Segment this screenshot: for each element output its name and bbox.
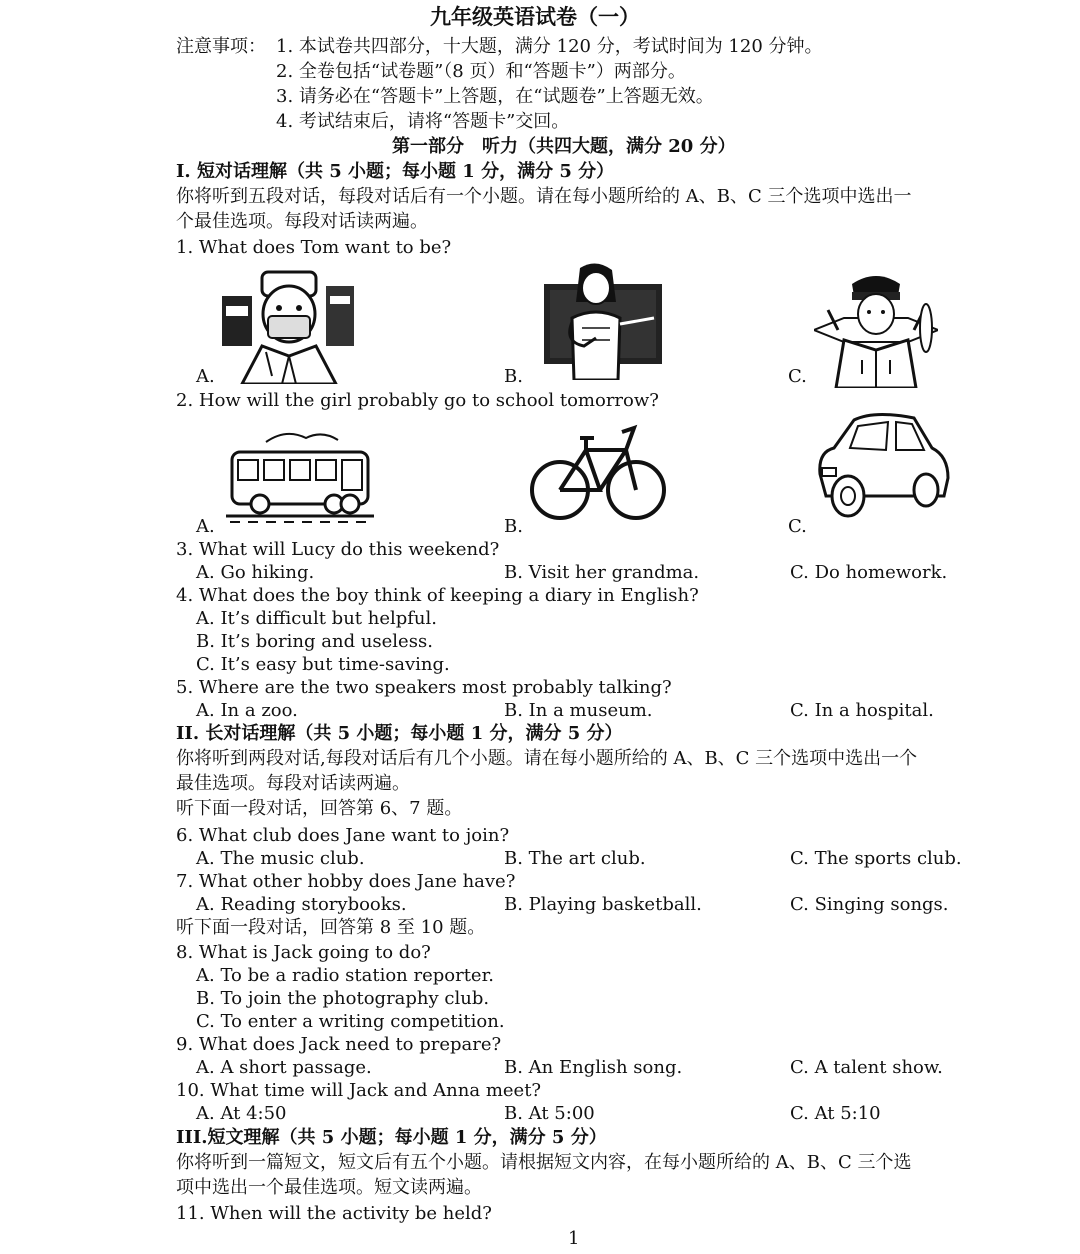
option-b: B. bbox=[504, 366, 523, 387]
option-c: C. Singing songs. bbox=[790, 894, 949, 915]
option-a: A. bbox=[196, 516, 215, 537]
option-a: A. Reading storybooks. bbox=[196, 894, 407, 915]
section-heading: III.短文理解（共 5 小题；每小题 1 分，满分 5 分） bbox=[176, 1127, 607, 1148]
option-b: B. An English song. bbox=[504, 1057, 683, 1078]
question-6: 6. What club does Jane want to join? bbox=[176, 825, 510, 846]
option-a: A. At 4:50 bbox=[196, 1103, 287, 1124]
option-a: A. bbox=[196, 366, 215, 387]
option-b: B. Playing basketball. bbox=[504, 894, 702, 915]
question-7: 7. What other hobby does Jane have? bbox=[176, 871, 516, 892]
option-b: B. To join the photography club. bbox=[196, 988, 490, 1009]
part-heading: 第一部分 听力（共四大题，满分 20 分） bbox=[392, 136, 736, 157]
sub-instruction: 听下面一段对话，回答第 6、7 题。 bbox=[176, 798, 463, 819]
option-c: C. In a hospital. bbox=[790, 700, 934, 721]
option-a: A. In a zoo. bbox=[196, 700, 298, 721]
section-instructions: 你将听到一篇短文，短文后有五个小题。请根据短文内容，在每小题所给的 A、B、C 三个选 bbox=[176, 1152, 912, 1173]
question-3: 3. What will Lucy do this weekend? bbox=[176, 539, 500, 560]
teacher-icon bbox=[544, 262, 662, 380]
section-instructions: 你将听到两段对话,每段对话后有几个小题。请在每小题所给的 A、B、C 三个选项中选出一个 bbox=[176, 748, 918, 769]
section-heading: I. 短对话理解（共 5 小题；每小题 1 分，满分 5 分） bbox=[176, 161, 615, 182]
bus-icon bbox=[226, 428, 374, 528]
option-c: C. Do homework. bbox=[790, 562, 948, 583]
sub-instruction: 听下面一段对话，回答第 8 至 10 题。 bbox=[176, 917, 486, 938]
question-10: 10. What time will Jack and Anna meet? bbox=[176, 1080, 542, 1101]
option-c: C. bbox=[788, 366, 807, 387]
note-item: 1. 本试卷共四部分，十大题，满分 120 分，考试时间为 120 分钟。 bbox=[276, 36, 823, 57]
page-number: 1 bbox=[568, 1228, 580, 1249]
question-11: 11. When will the activity be held? bbox=[176, 1203, 492, 1224]
bicycle-icon bbox=[530, 424, 666, 524]
option-c: C. A talent show. bbox=[790, 1057, 943, 1078]
note-item: 2. 全卷包括“试卷题”（8 页）和“答题卡”）两部分。 bbox=[276, 61, 686, 82]
question-2: 2. How will the girl probably go to school tomorrow? bbox=[176, 390, 659, 411]
option-a: A. It’s difficult but helpful. bbox=[196, 608, 438, 629]
section-instructions: 最佳选项。每段对话读两遍。 bbox=[176, 773, 410, 794]
option-b: B. In a museum. bbox=[504, 700, 653, 721]
question-8: 8. What is Jack going to do? bbox=[176, 942, 431, 963]
exam-title: 九年级英语试卷（一） bbox=[430, 4, 640, 29]
option-b: B. Visit her grandma. bbox=[504, 562, 700, 583]
option-b: B. At 5:00 bbox=[504, 1103, 595, 1124]
question-9: 9. What does Jack need to prepare? bbox=[176, 1034, 502, 1055]
note-item: 3. 请务必在“答题卡”上答题，在“试题卷”上答题无效。 bbox=[276, 86, 714, 107]
option-c: C. At 5:10 bbox=[790, 1103, 881, 1124]
option-c: C. bbox=[788, 516, 807, 537]
option-a: A. To be a radio station reporter. bbox=[196, 965, 494, 986]
doctor-icon bbox=[222, 266, 354, 384]
question-5: 5. Where are the two speakers most probably talking? bbox=[176, 677, 672, 698]
question-4: 4. What does the boy think of keeping a diary in English? bbox=[176, 585, 699, 606]
option-a: A. A short passage. bbox=[196, 1057, 372, 1078]
car-icon bbox=[814, 412, 954, 530]
section-instructions: 项中选出一个最佳选项。短文读两遍。 bbox=[176, 1177, 482, 1198]
option-c: C. It’s easy but time-saving. bbox=[196, 654, 450, 675]
section-instructions: 你将听到五段对话，每段对话后有一个小题。请在每小题所给的 A、B、C 三个选项中选出一 bbox=[176, 186, 912, 207]
option-b: B. The art club. bbox=[504, 848, 646, 869]
note-item: 4. 考试结束后，请将“答题卡”交回。 bbox=[276, 111, 570, 132]
option-a: A. Go hiking. bbox=[196, 562, 315, 583]
option-a: A. The music club. bbox=[196, 848, 365, 869]
option-c: C. The sports club. bbox=[790, 848, 962, 869]
question-1: 1. What does Tom want to be? bbox=[176, 237, 452, 258]
option-b: B. It’s boring and useless. bbox=[196, 631, 433, 652]
notes-label: 注意事项： bbox=[176, 36, 266, 57]
option-b: B. bbox=[504, 516, 523, 537]
pilot-icon bbox=[814, 270, 938, 388]
section-heading: II. 长对话理解（共 5 小题；每小题 1 分，满分 5 分） bbox=[176, 723, 623, 744]
section-instructions: 个最佳选项。每段对话读两遍。 bbox=[176, 211, 428, 232]
option-c: C. To enter a writing competition. bbox=[196, 1011, 505, 1032]
